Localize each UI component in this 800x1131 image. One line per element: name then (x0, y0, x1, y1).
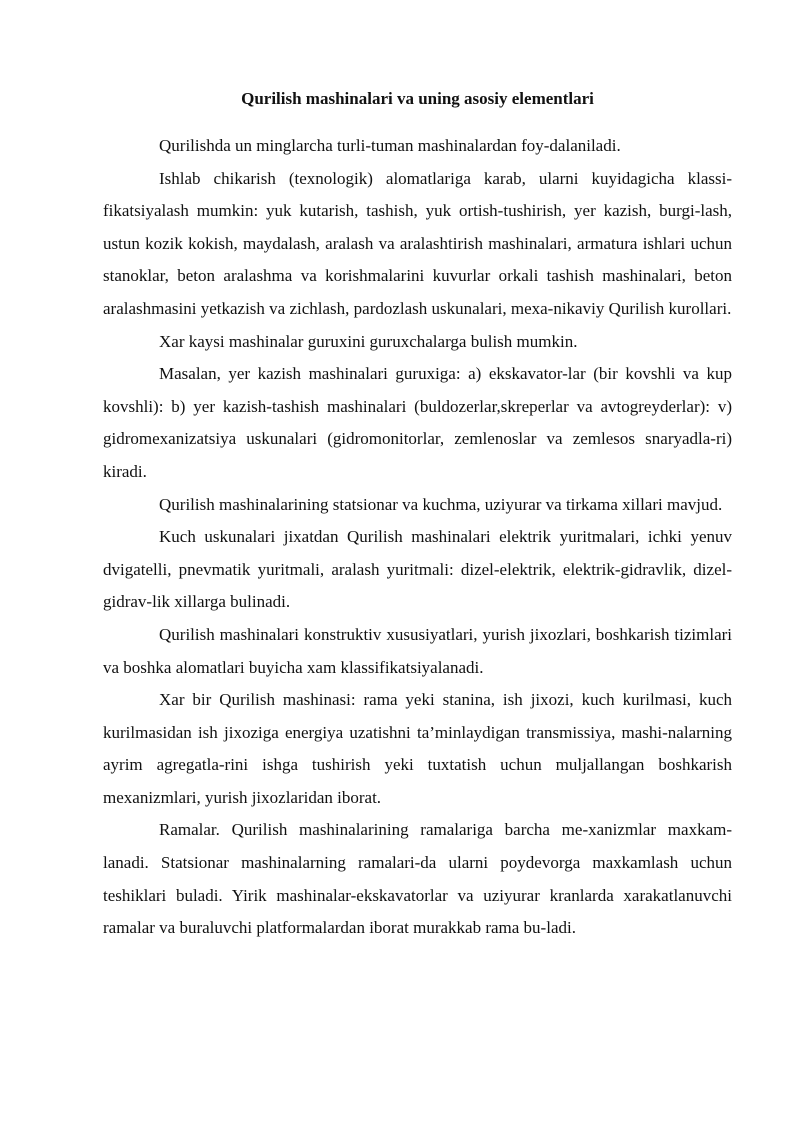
paragraph-4: Masalan, yer kazish mashinalari guruxiga: a) ekskavator-lar (bir kovshli va kup kovshli): b) yer kazish-tashish mashinalari (buldozerlar,skreperlar va avtogreyderlar): v) gidromexanizatsiya uskunalari (gidromonitorlar, zemlenoslar va zemlesos snaryadla-ri) kiradi. (103, 364, 732, 481)
document-title: Qurilish mashinalari va uning asosiy elementlari (241, 89, 594, 108)
document-body (103, 86, 732, 945)
paragraph-9: Ramalar. Qurilish mashinalarining ramalariga barcha me-xanizmlar maxkam-lanadi. Statsionar mashinalarning ramalari-da ularni poydevorga maxkamlash uchun teshiklari buladi. Yirik mashinalar-ekskavatorlar va uziyurar kranlarda xarakatlanuvchi ramalar va buraluvchi platformalardan iborat murakkab rama bu-ladi. (103, 820, 732, 938)
paragraph-5: Qurilish mashinalarining statsionar va kuchma, uziyurar va tirkama xillari mavjud. (159, 494, 723, 514)
paragraph-6: Kuch uskunalari jixatdan Qurilish mashinalari elektrik yuritmalari, ichki yenuv dvigatelli, pnevmatik yuritmali, aralash yuritmali: dizel-elektrik, elektrik-gidravlik, dizel-gidrav-lik xillarga bulinadi. (103, 527, 732, 612)
paragraph-7: Qurilish mashinalari konstruktiv xususiyatlari, yurish jixozlari, boshkarish tizimlari va boshka alomatlari buyicha xam klassifikatsiyalanadi. (103, 624, 732, 677)
paragraph-1: Qurilishda un minglarcha turli-tuman mashinalardan foy-dalaniladi. (159, 136, 621, 155)
paragraph-8: Xar bir Qurilish mashinasi: rama yeki stanina, ish jixozi, kuch kurilmasi, kuch kurilmasidan ish jixoziga energiya uzatishni ta’minlaydigan transmissiya, mashi-nalarning ayrim agregatla-rini ishga tushirish yeki tuxtatish uchun muljallangan boshkarish mexanizmlari, yurish jixozlaridan iborat. (103, 690, 732, 807)
paragraph-3: Xar kaysi mashinalar guruxini guruxchalarga bulish mumkin. (159, 331, 578, 351)
paragraph-2: Ishlab chikarish (texnologik) alomatlariga karab, ularni kuyidagicha klassi-fikatsiyalash mumkin: yuk kutarish, tashish, yuk ortish-tushirish, yer kazish, burgi-lash, ustun kozik kokish, maydalash, aralash va aralashtirish mashinalari, armatura ishlari uchun stanoklar, beton aralashma va korishmalarini kuvurlar orkali tashish mashinalari, beton aralashmasini yetkazish va zichlash, pardozlash uskunalari, mexa-nikaviy Qurilish kurollari. (103, 168, 732, 318)
